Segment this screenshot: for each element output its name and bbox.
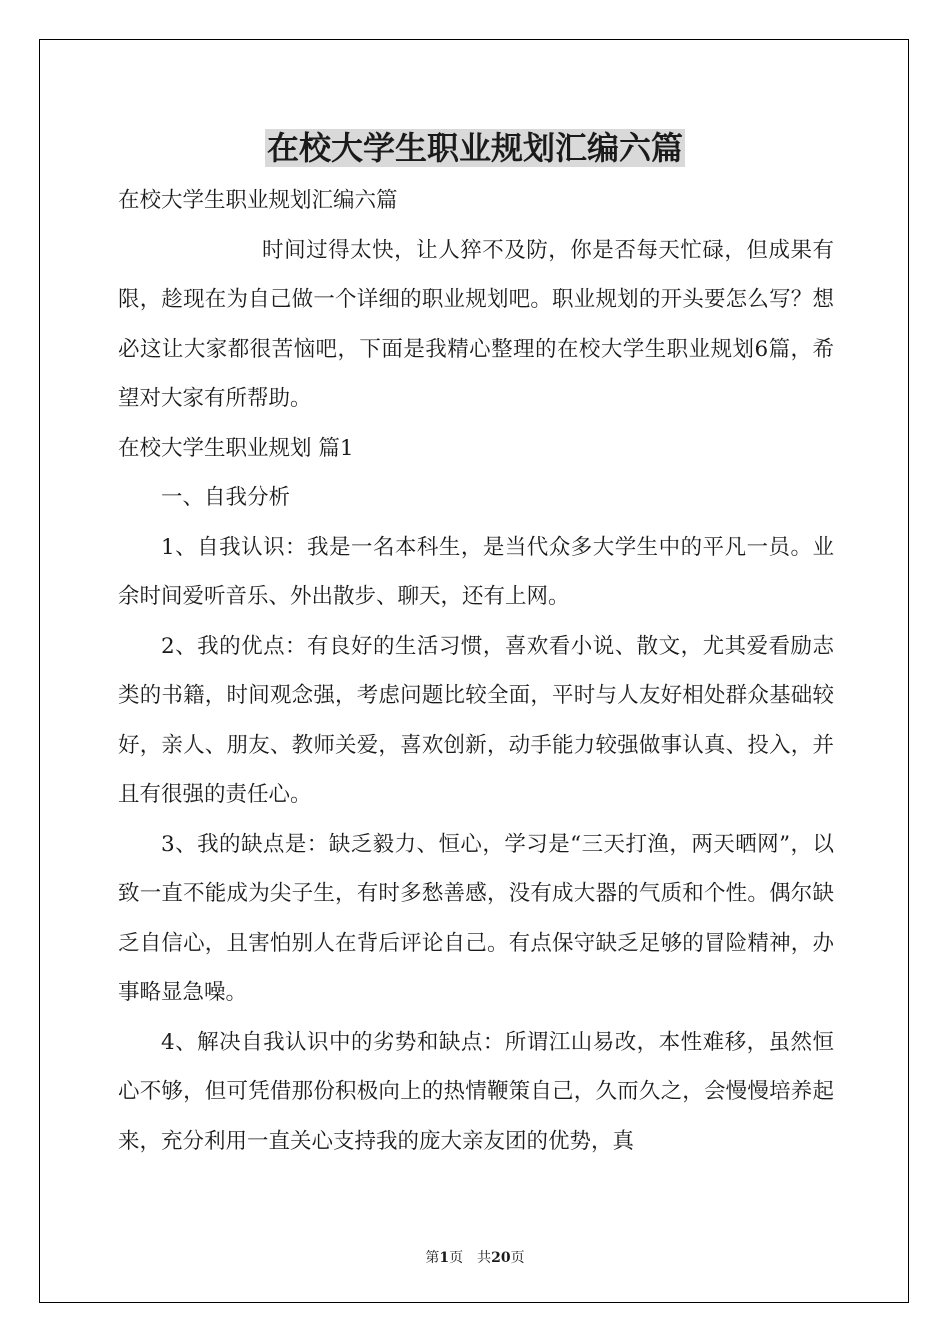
page-total: 20 [491,1250,511,1266]
page-prefix: 第 [425,1250,440,1266]
body-paragraph-4: 4、解决自我认识中的劣势和缺点：所谓江山易改，本性难移，虽然恒心不够，但可凭借那份积极向上的热情鞭策自己，久而久之，会慢慢培养起来，充分利用一直关心支持我的庞大亲友团的优势，真 [118,1029,834,1154]
page-suffix: 页 [510,1250,525,1266]
body-paragraph-2: 2、我的优点：有良好的生活习惯，喜欢看小说、散文，尤其爱看励志类的书籍，时间观念强，考虑问题比较全面，平时与人友好相处群众基础较好，亲人、朋友、教师关爱，喜欢创新，动手能力较强做事认真、投入，并且有很强的责任心。 [118,633,834,807]
page-current: 1 [439,1250,450,1266]
document-body [118,176,834,1166]
subtitle-line: 在校大学生职业规划汇编六篇 [118,188,398,213]
subsection-heading: 一、自我分析 [161,485,291,510]
document-title-text: 在校大学生职业规划汇编六篇 [266,129,683,167]
document-title [0,126,950,170]
intro-paragraph: 时间过得太快，让人猝不及防，你是否每天忙碌，但成果有限，趁现在为自己做一个详细的职业规划吧。职业规划的开头要怎么写？想必这让大家都很苦恼吧，下面是我精心整理的在校大学生职业规划6篇，希望对大家有所帮助。 [118,237,834,411]
body-paragraph-1: 1、自我认识：我是一名本科生，是当代众多大学生中的平凡一员。业余时间爱听音乐、外出散步、聊天，还有上网。 [118,534,834,609]
section-heading: 在校大学生职业规划 篇1 [118,435,354,461]
page-footer [0,1248,950,1268]
page-mid: 页 共 [449,1250,492,1266]
body-paragraph-3: 3、我的缺点是：缺乏毅力、恒心，学习是“三天打渔，两天晒网”，以致一直不能成为尖子生，有时多愁善感，没有成大器的气质和个性。偶尔缺乏自信心，且害怕别人在背后评论自己。有点保守缺乏足够的冒险精神，办事略显急噪。 [118,831,834,1005]
